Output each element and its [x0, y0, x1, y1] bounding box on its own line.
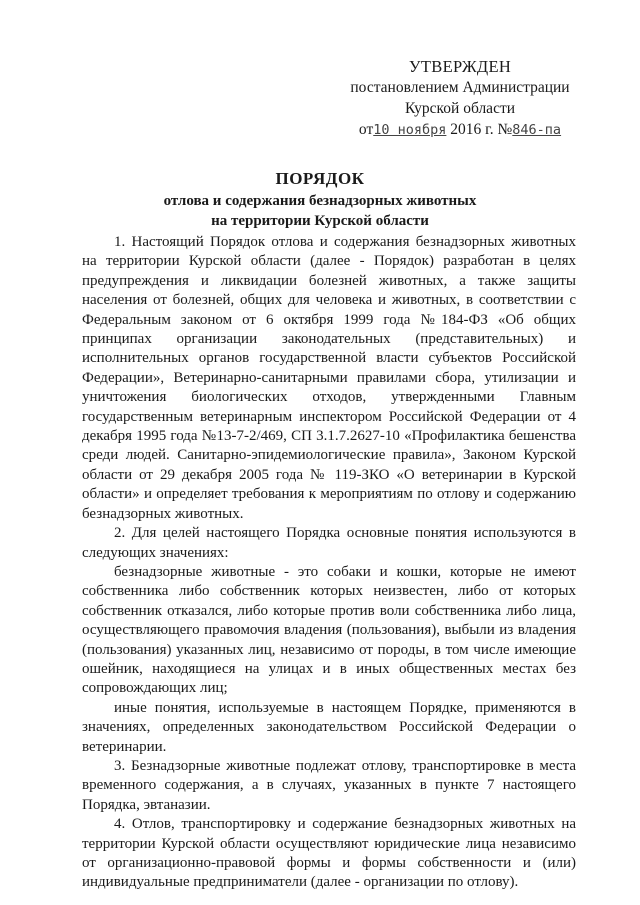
paragraph-1: 1. Настоящий Порядок отлова и содержания безнадзорных животных на территории Курской области (далее - Порядок) разработан в целях предупреждения и ликвидации болезней животных, а также защиты населения от болезней, общих для человека и животных, в соответствии с Федеральным законом от 6 октября 1999 года №184-ФЗ «Об общих принципах организации законодательных (представительных) и исполнительных органов государственной власти субъектов Российской Федерации», Ветеринарно-санитарными правилами сбора, утилизации и уничтожения биологических отходов, утвержденными Главным государственным ветеринарным инспектором Российской Федерации от 4 декабря 1995 года №13-7-2/469, СП 3.1.7.2627-10 «Профилактика бешенства среди людей. Санитарно-эпидемиологические правила», Законом Курской области от 29 декабря 2005 года № 119-ЗКО «О ветеринарии в Курской области» и определяет требования к мероприятиям по отлову и содержанию безнадзорных животных. — [82, 234, 576, 522]
approval-line-decree: постановлением Администрации — [350, 79, 570, 96]
paragraph-definition-other-terms: иные понятия, используемые в настоящем Порядке, применяются в значениях, определенных законодательством Российской Федерации о ветеринарии. — [82, 699, 576, 755]
approval-date-prefix: от — [358, 121, 374, 138]
approval-date-line — [325, 119, 595, 141]
document-body — [82, 233, 576, 893]
approval-stamp-block — [325, 56, 595, 141]
approval-number-value: 846-па — [512, 122, 562, 138]
document-subtitle-line-1: отлова и содержания безнадзорных животных — [163, 193, 477, 209]
approval-date-value: 10 ноября — [373, 122, 447, 138]
approval-line-region: Курской области — [404, 100, 516, 117]
document-subtitle-line-2: на территории Курской области — [211, 213, 429, 229]
paragraph-definition-stray-animals: безнадзорные животные - это собаки и кошки, которые не имеют собственника либо собственник которых неизвестен, либо от которых собственник отказался, либо которые против воли собственника либо лица, осуществляющего правомочия владения (пользования), выбыли из владения (пользования) указанных лиц, независимо от породы, в том числе имеющие ошейник, находящиеся на улицах и в иных общественных местах без сопровождающих лиц; — [82, 563, 576, 697]
approval-heading: УТВЕРЖДЕН — [408, 57, 512, 76]
paragraph-4: 4. Отлов, транспортировку и содержание безнадзорных животных на территории Курской области осуществляют юридические лица независимо от организационно-правовой формы и формы собственности и (или) индивидуальные предприниматели (далее - организации по отлову). — [82, 816, 576, 891]
paragraph-2: 2. Для целей настоящего Порядка основные понятия используются в следующих значениях: — [82, 525, 576, 561]
document-title: ПОРЯДОК — [275, 169, 365, 188]
document-title-block — [60, 167, 580, 231]
approval-date-year: 2016 г. № — [446, 121, 513, 138]
paragraph-3: 3. Безнадзорные животные подлежат отлову, транспортировке в места временного содержания, а в случаях, указанных в пункте 7 настоящего Порядка, эвтаназии. — [82, 757, 576, 813]
